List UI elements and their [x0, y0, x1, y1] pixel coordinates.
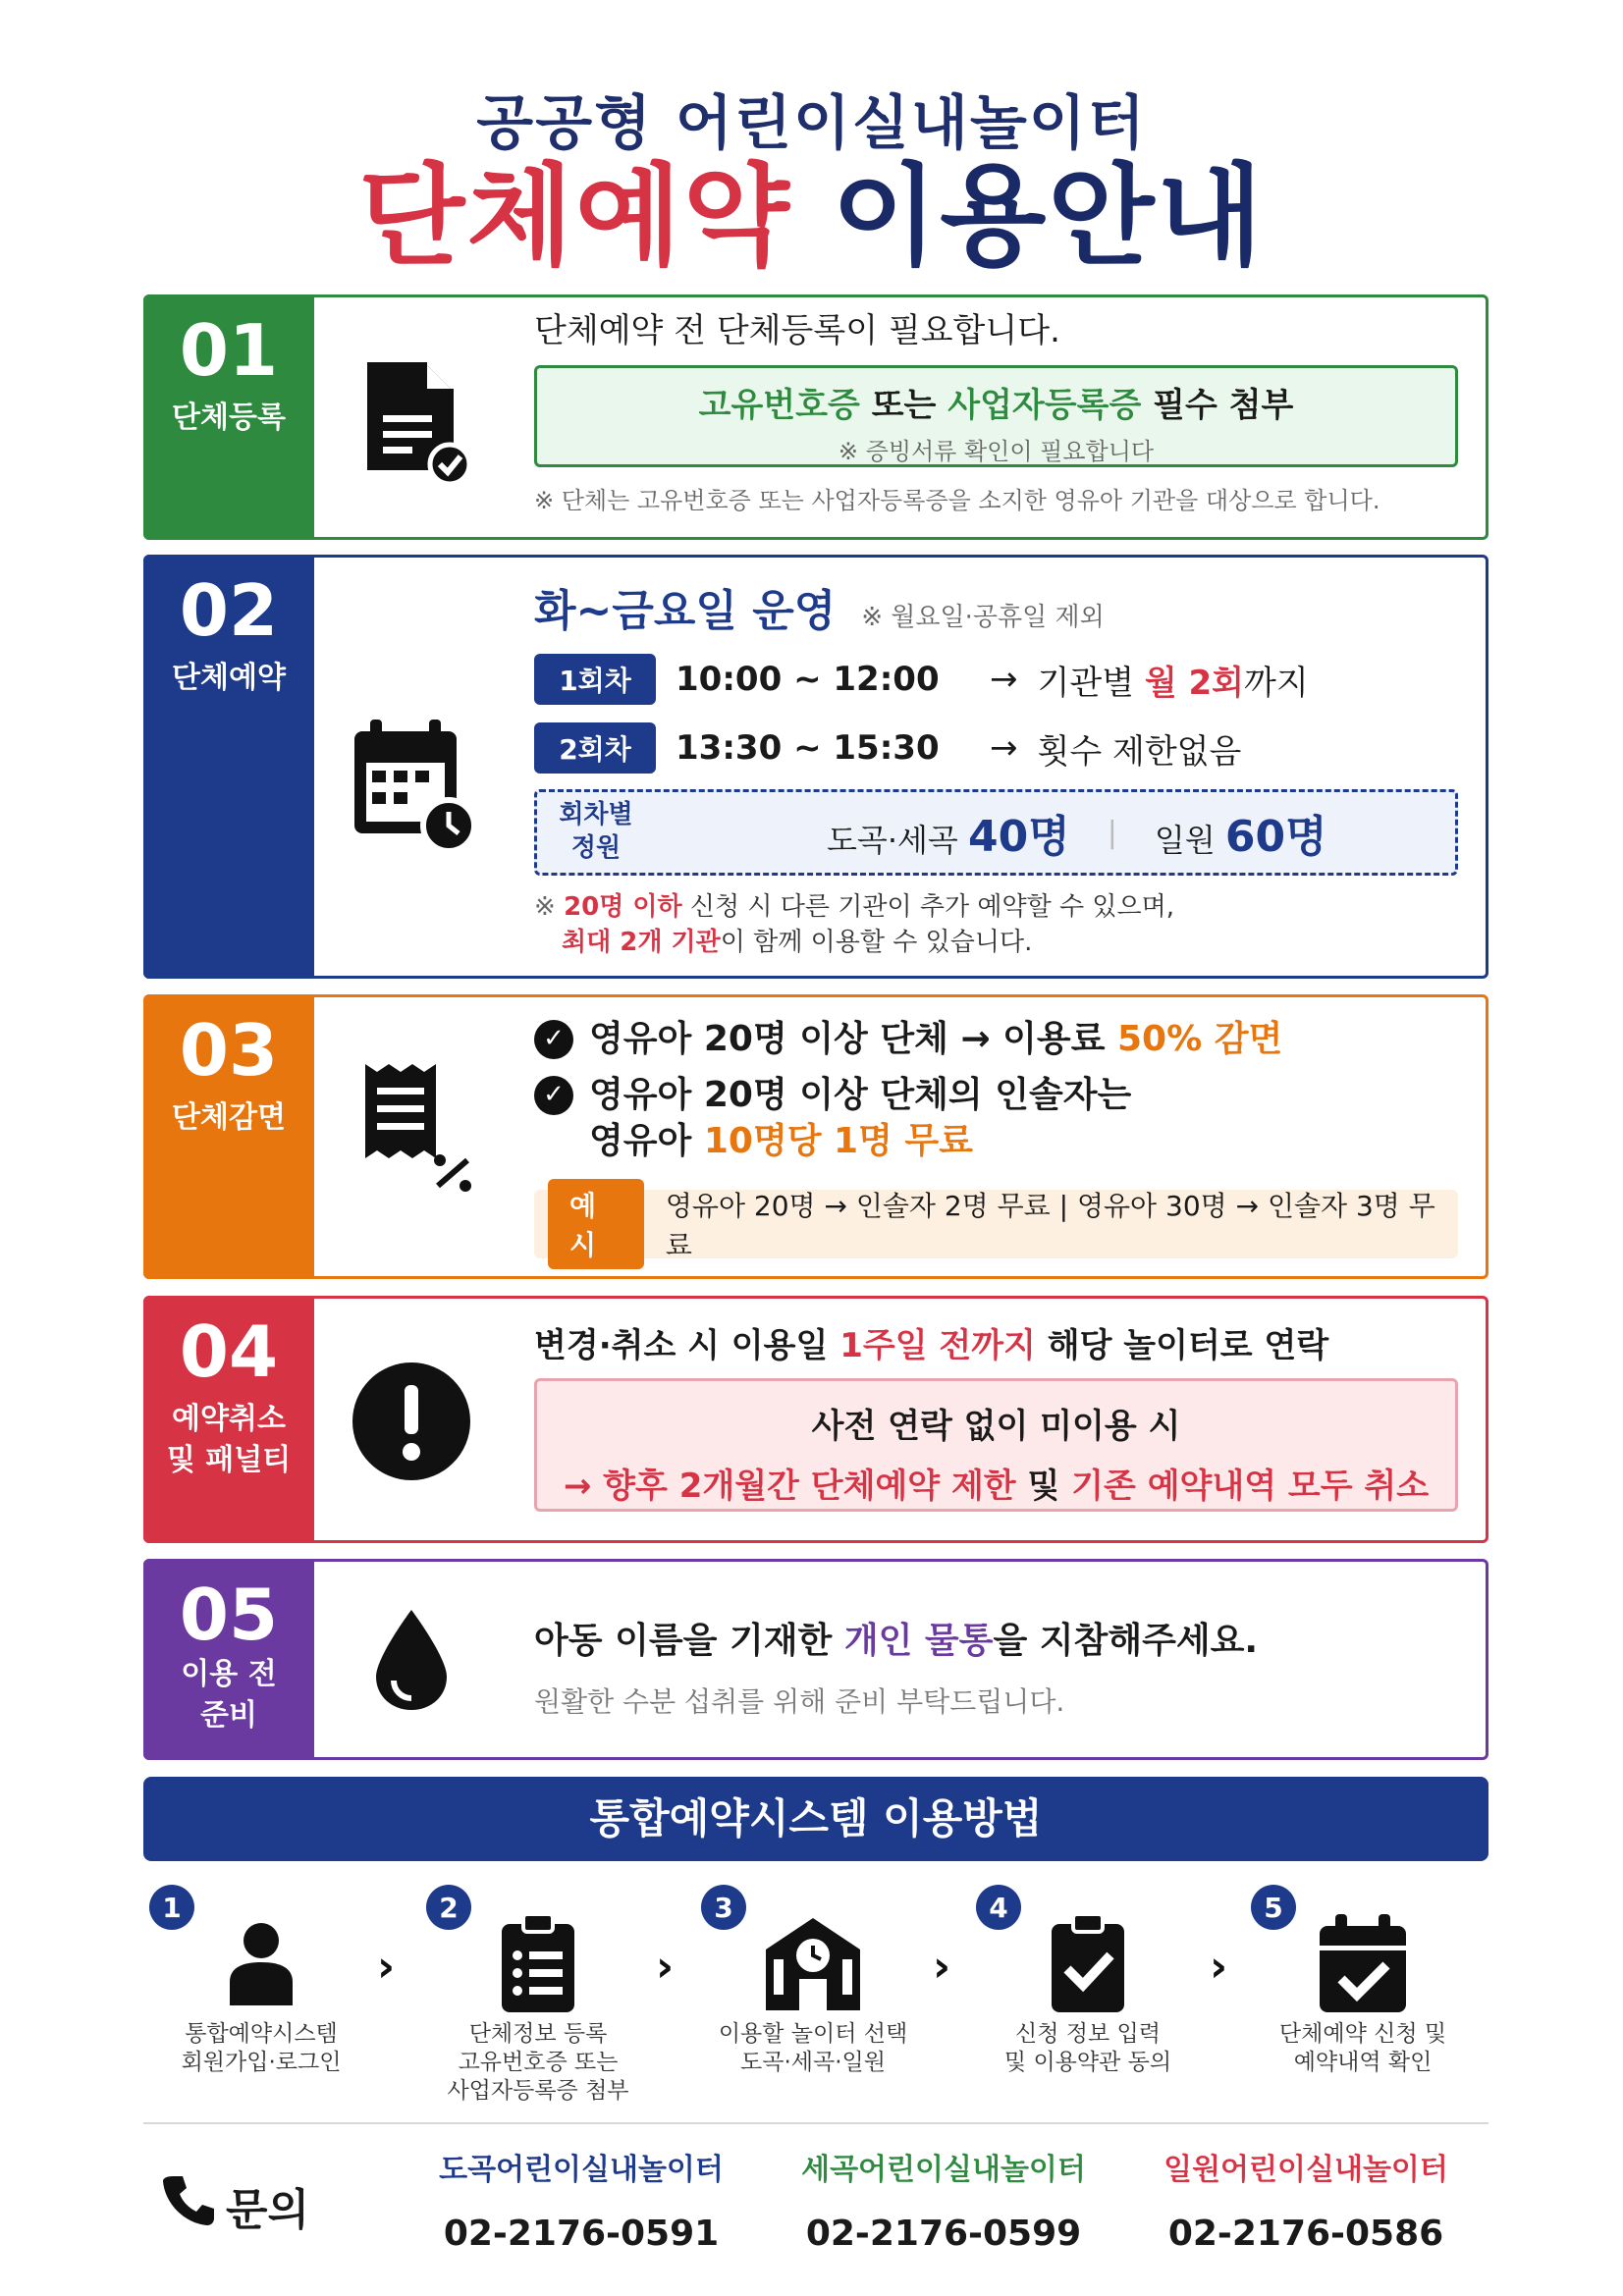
- check-circle-icon: ✓: [534, 1076, 573, 1115]
- session-badge: 2회차: [534, 722, 656, 774]
- caption-line: 이용할 놀이터 선택: [718, 2021, 908, 2047]
- calendar-clock-icon: [343, 710, 480, 857]
- step-caption: [685, 2020, 941, 2077]
- contact-section: [143, 2145, 1488, 2272]
- session-arrow: →: [990, 728, 1018, 768]
- section-discount: [143, 994, 1488, 1279]
- section-label: 단체감면: [172, 1100, 286, 1136]
- water-drop-icon: [343, 1606, 480, 1714]
- cancellation-rule: [534, 1318, 1458, 1366]
- divider: [143, 2122, 1488, 2124]
- doc-business-reg: 사업자등록증: [947, 386, 1142, 425]
- capacity-ilwon: [1155, 801, 1327, 864]
- discount-item-text: [589, 1073, 1131, 1165]
- step-number: 5: [1251, 1885, 1296, 1930]
- section-number-block: [143, 555, 314, 979]
- contact-label: [161, 2172, 309, 2238]
- section-label-line1: 예약취소: [172, 1402, 286, 1437]
- capacity-place: 일원: [1154, 822, 1225, 859]
- contact-ilwon: [1149, 2145, 1463, 2254]
- section-preparation: [143, 1559, 1488, 1760]
- operation-days: 화~금요일 운영: [534, 586, 837, 636]
- note-mark: ※: [534, 892, 565, 922]
- session-rule: 횟수 제한없음: [1037, 731, 1242, 772]
- caption-line: 고유번호증 또는: [458, 2049, 619, 2075]
- capacity-value: 40명: [968, 812, 1070, 862]
- caption-line: 및 이용약관 동의: [1003, 2049, 1172, 2075]
- operation-heading: [534, 575, 1458, 638]
- discount-text: 영유아: [589, 1120, 704, 1161]
- eligibility-note: ※ 단체는 고유번호증 또는 사업자등록증을 소지한 영유아 기관을 대상으로 합니다.: [534, 487, 1380, 514]
- caption-line: 신청 정보 입력: [1015, 2021, 1161, 2047]
- caption-line: 단체예약 신청 및: [1278, 2021, 1447, 2047]
- session-arrow: →: [990, 660, 1018, 699]
- session-row-1: [534, 652, 1458, 707]
- step-caption: [1235, 2020, 1490, 2077]
- section-label-line2: 준비: [200, 1698, 257, 1734]
- discount-rate: 50% 감면: [1117, 1019, 1283, 1059]
- person-icon: [202, 1904, 320, 2022]
- place-name: 도곡어린이실내놀이터: [439, 2153, 724, 2187]
- place-phone[interactable]: 02-2176-0591: [443, 2214, 720, 2254]
- capacity-place: 도곡·세곡: [827, 822, 968, 859]
- sharing-note-line2: [534, 925, 1458, 960]
- rule-suffix: 까지: [1244, 663, 1309, 703]
- step-number: 3: [701, 1885, 746, 1930]
- clipboard-check-icon: [1029, 1904, 1147, 2022]
- registration-intro: 단체예약 전 단체등록이 필요합니다.: [534, 311, 1060, 350]
- capacity-separator: |: [1107, 815, 1117, 850]
- phone-icon: [161, 2172, 216, 2238]
- chevron-right-icon: ›: [656, 1942, 675, 1992]
- penalty-condition: 사전 연락 없이 미이용 시: [811, 1407, 1181, 1446]
- caption-line: 통합예약시스템: [185, 2021, 338, 2047]
- section-label-line1: 이용 전: [181, 1657, 277, 1692]
- section-number-block: [143, 294, 314, 540]
- session-row-2: [534, 721, 1458, 775]
- step-caption: [960, 2020, 1216, 2077]
- caption-line: 사업자등록증 첨부: [447, 2077, 629, 2104]
- calendar-check-icon: [1304, 1904, 1422, 2022]
- section-label: [181, 1654, 276, 1736]
- doc-or: 또는: [871, 386, 937, 425]
- capacity-label: [537, 799, 655, 866]
- exclamation-icon: [343, 1358, 480, 1485]
- capacity-label-line2: 정원: [570, 833, 622, 863]
- section-number: 02: [179, 569, 279, 652]
- rule-text: 해당 놀이터로 연락: [1035, 1326, 1329, 1365]
- caption-line: 회원가입·로그인: [181, 2049, 342, 2075]
- verification-note: ※ 증빙서류 확인이 필요합니다: [838, 438, 1155, 465]
- note-text: 이 함께 이용할 수 있습니다.: [720, 928, 1033, 958]
- place-name: 일원어린이실내놀이터: [1163, 2153, 1448, 2187]
- penalty-box: [534, 1378, 1458, 1512]
- preparation-text: [534, 1613, 1458, 1663]
- section-number: 04: [179, 1310, 279, 1393]
- building-clock-icon: [754, 1904, 872, 2022]
- discount-item-text: [589, 1017, 1282, 1063]
- doc-id-number: 고유번호증: [698, 386, 860, 425]
- prep-text: 을 지참해주세요.: [993, 1621, 1259, 1661]
- chevron-right-icon: ›: [933, 1942, 951, 1992]
- chevron-right-icon: ›: [377, 1942, 396, 1992]
- section-label: 단체예약: [172, 661, 286, 696]
- session-badge: 1회차: [534, 654, 656, 705]
- prep-text: 아동 이름을 기재한: [534, 1621, 844, 1661]
- section-cancellation: [143, 1296, 1488, 1543]
- capacity-dogok-segok: [827, 801, 1070, 864]
- section-registration: [143, 294, 1488, 540]
- capacity-label-line1: 회차별: [559, 800, 633, 830]
- penalty-and: 및: [1015, 1467, 1072, 1506]
- note-highlight: 20명 이하: [564, 892, 682, 922]
- step-caption: [134, 2020, 389, 2077]
- discount-item-2: [534, 1073, 1458, 1165]
- caption-line: 단체정보 등록: [468, 2021, 608, 2047]
- required-docs-box: [534, 365, 1458, 467]
- step-number: 1: [149, 1885, 194, 1930]
- rule-text: 기관별: [1037, 663, 1145, 703]
- session-time: 10:00 ~ 12:00: [676, 660, 940, 699]
- penalty-restriction: → 향후 2개월간 단체예약 제한: [563, 1467, 1016, 1506]
- title-navy: 이용안내: [832, 153, 1265, 281]
- section-number-block: [143, 994, 314, 1279]
- chevron-right-icon: ›: [1210, 1942, 1228, 1992]
- contact-dogok: [424, 2145, 738, 2254]
- discount-text: 영유아 20명 이상 단체 → 이용료: [589, 1019, 1117, 1059]
- note-highlight: 최대 2개 기관: [562, 928, 721, 958]
- holiday-note: ※ 월요일·공휴일 제외: [861, 603, 1105, 632]
- required-docs-text: [537, 378, 1455, 426]
- step-caption: [410, 2020, 666, 2105]
- sharing-note: [534, 889, 1458, 961]
- session-time: 13:30 ~ 15:30: [676, 728, 940, 768]
- sharing-note-line1: [534, 889, 1458, 925]
- penalty-cancel: 기존 예약내역 모두 취소: [1071, 1467, 1430, 1506]
- section-label: [167, 1399, 291, 1481]
- example-text: 영유아 20명 → 인솔자 2명 무료 | 영유아 30명 → 인솔자 3명 무료: [665, 1190, 1435, 1262]
- rule-text: 변경·취소 시 이용일: [534, 1326, 840, 1365]
- receipt-percent-icon: [343, 1056, 480, 1194]
- capacity-box: [534, 789, 1458, 876]
- caption-line: 예약내역 확인: [1293, 2049, 1433, 2075]
- contact-segok: [786, 2145, 1101, 2254]
- step-number: 2: [426, 1885, 471, 1930]
- place-phone[interactable]: 02-2176-0586: [1167, 2214, 1444, 2254]
- document-check-icon: [343, 354, 480, 482]
- preparation-sub: 원활한 수분 섭취를 위해 준비 부탁드립니다.: [534, 1685, 1065, 1718]
- page-title: [0, 153, 1623, 281]
- section-label-line2: 및 패널티: [166, 1443, 292, 1478]
- session-rule: [1038, 656, 1309, 704]
- penalty-result: [537, 1459, 1455, 1507]
- discount-text: 영유아 20명 이상 단체의 인솔자는: [589, 1074, 1132, 1115]
- reservation-steps: [143, 1885, 1488, 2110]
- section-label: 단체등록: [172, 400, 286, 436]
- section-number: 01: [179, 309, 279, 392]
- place-phone[interactable]: 02-2176-0599: [805, 2214, 1082, 2254]
- caption-line: 도곡·세곡·일원: [740, 2049, 886, 2075]
- step-number: 4: [976, 1885, 1021, 1930]
- discount-item-1: [534, 1017, 1458, 1063]
- subtitle: 공공형 어린이실내놀이터: [476, 89, 1147, 158]
- section-number-block: [143, 1559, 314, 1760]
- rule-limit: 월 2회: [1144, 663, 1245, 703]
- example-badge: 예시: [548, 1179, 644, 1269]
- example-box: [534, 1190, 1458, 1262]
- note-text: 신청 시 다른 기관이 추가 예약할 수 있으며,: [681, 892, 1175, 922]
- place-name: 세곡어린이실내놀이터: [801, 2153, 1086, 2187]
- discount-rule: 10명당 1명 무료: [703, 1120, 973, 1161]
- section-number: 05: [179, 1574, 279, 1656]
- section-number-block: [143, 1296, 314, 1543]
- doc-required: 필수 첨부: [1153, 386, 1294, 425]
- section-number: 03: [179, 1009, 279, 1092]
- how-to-banner: 통합예약시스템 이용방법: [143, 1777, 1488, 1861]
- rule-deadline: 1주일 전까지: [839, 1326, 1036, 1365]
- section-reservation: [143, 555, 1488, 979]
- capacity-value: 60명: [1224, 812, 1327, 862]
- title-red: 단체예약: [358, 153, 791, 281]
- prep-item: 개인 물통: [843, 1621, 994, 1661]
- contact-label-text: 문의: [226, 2184, 310, 2235]
- check-circle-icon: ✓: [534, 1020, 573, 1059]
- clipboard-list-icon: [479, 1904, 597, 2022]
